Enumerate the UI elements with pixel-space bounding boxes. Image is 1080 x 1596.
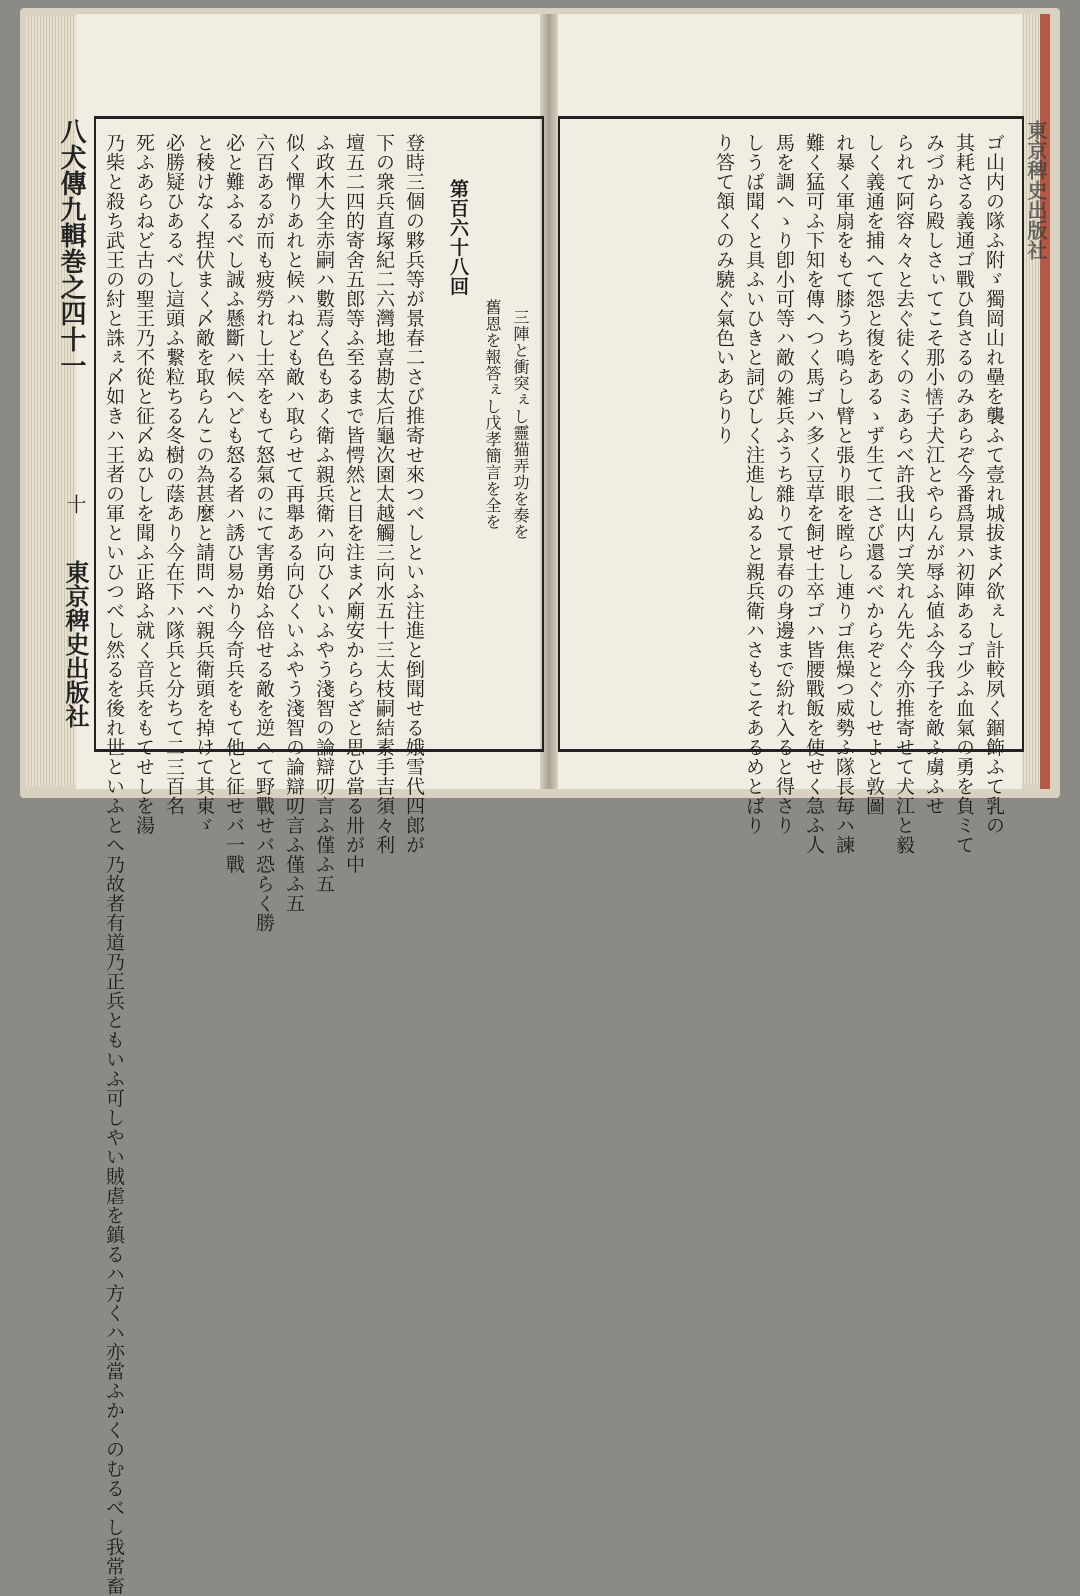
- text-column: 其耗さる義通ゴ戰ひ負さるのみあらぞ今番爲景ハ初陣あるゴ少ふ血氣の勇を負ミて: [953, 133, 975, 855]
- chapter-subheading: 舊恩を報答ぇし戊孝簡言を全を: [483, 299, 502, 530]
- text-column: れ暴く軍扇をもて膝うち鳴らし臂と張り眼を瞠らし連りゴ焦燥つ威勢ふ隊長毎ハ諫: [833, 133, 855, 855]
- text-column: しうば聞くと具ふいひきと詞びしく注進しぬると親兵衛ハさもこそあるめとばり: [743, 133, 765, 835]
- text-column: ゴ山内の隊ふ附ゞ獨岡山れ壘を襲ふて壹れ城拔ま〆欲ぇし計較夙く錮飾ふて乳の: [983, 133, 1005, 835]
- page-number: 十: [63, 494, 87, 514]
- publisher-imprint: 東京稗史出版社: [61, 560, 90, 728]
- text-column: しく義通を捕へて怨と復をあるゝず生て二さび還るべからぞとぐしせよと敦圖: [863, 133, 885, 816]
- right-margin-title: 東京稗史出版社: [1024, 120, 1048, 260]
- chapter-subheading: 三陣と衝突ぇし靈猫弄功を奏を: [511, 309, 530, 540]
- text-column: 必と難ふるべし誠ふ懸斷ハ候へども怒る者ハ誘ひ易かり今奇兵をもて他と征せバ一戰: [223, 133, 245, 874]
- text-column: 壇五二四的寄舍五郎等ふ至るまで皆愕然と目を注ま〆廟安かららざと思ひ當る卅が中: [343, 133, 365, 874]
- text-column: 似く憚りあれと候ハねども敵ハ取らせて再舉ある向ひくいふやう淺智の論辯叨言ふ僅ふ五: [283, 133, 305, 913]
- text-column: 必勝疑ひあるべし這頭ふ繋粒ちる冬樹の蔭あり今在下ハ隊兵と分ちて二三百名: [163, 133, 185, 816]
- text-column: 難く猛可ふ下知を傳へつく馬ゴハ多く豆草を飼せ士卒ゴハ皆腰戰飯を使せく急ふ人: [803, 133, 825, 855]
- text-column: 馬を調へゝり卽小可等ハ敵の雑兵ふうち雜りて景春の身邊まで紛れ入ると得さり: [773, 133, 795, 835]
- text-column: 乃柴と殺ち武王の紂と誅ぇ〆如きハ王者の軍といひつべし然るを後れ世といふとへ乃故者有道乃正兵ともいふ可しやい賊虐を鎮るハ方くハ亦當ふかくのむるべし我常畜: [103, 133, 125, 1596]
- text-column: と稜けなく捏伏まく〆敵を取らんこの為甚麼と請問へべ親兵衛頭を掉けて其東ゞ: [193, 133, 215, 835]
- text-column: られて阿容々々と去ぐ徒くのミあらべ許我山内ゴ笑れん先ぐ今亦推寄せて犬江と毅: [893, 133, 915, 855]
- text-column: 登時三個の夥兵等が景春二さび推寄せ來つべしといふ注進と倒聞せる娥雪代四郎が: [403, 133, 425, 855]
- text-column: ふ政木大全赤嗣ハ數焉く色もあく衛ふ親兵衛ハ向ひくいふやう淺智の論辯叨言ふ僅ふ五: [313, 133, 335, 894]
- chapter-heading: 第百六十八回: [447, 179, 469, 296]
- left-text-frame: [94, 116, 544, 1596]
- right-text-frame: [558, 116, 1024, 855]
- text-column: みづから殿しさぃてこそ那小𢢆子犬江とやらんが辱ふ値ふ今我子を敵ふ虜ふせ: [923, 133, 945, 816]
- text-column: 下の衆兵直塚紀二六灣地喜勘太后龜次園太越觸三向水五十三太枝嗣結素手吉須々利: [373, 133, 395, 855]
- left-margin-title: 八犬傳九輯巻之四十一: [56, 118, 86, 378]
- text-column: 六百あるが而も疲勞れし士卒をもて怒氣のにて害勇始ふ倍せる敵を逆へて野戰せバ恐らく勝: [253, 133, 275, 933]
- text-column: り答て頷くのみ驍ぐ氣色いあらりり: [713, 133, 735, 445]
- text-column: 死ふあらねど古の聖王乃不從と征〆ぬひしを聞ふ正路ふ就く音兵をもてせしを湯: [133, 133, 155, 835]
